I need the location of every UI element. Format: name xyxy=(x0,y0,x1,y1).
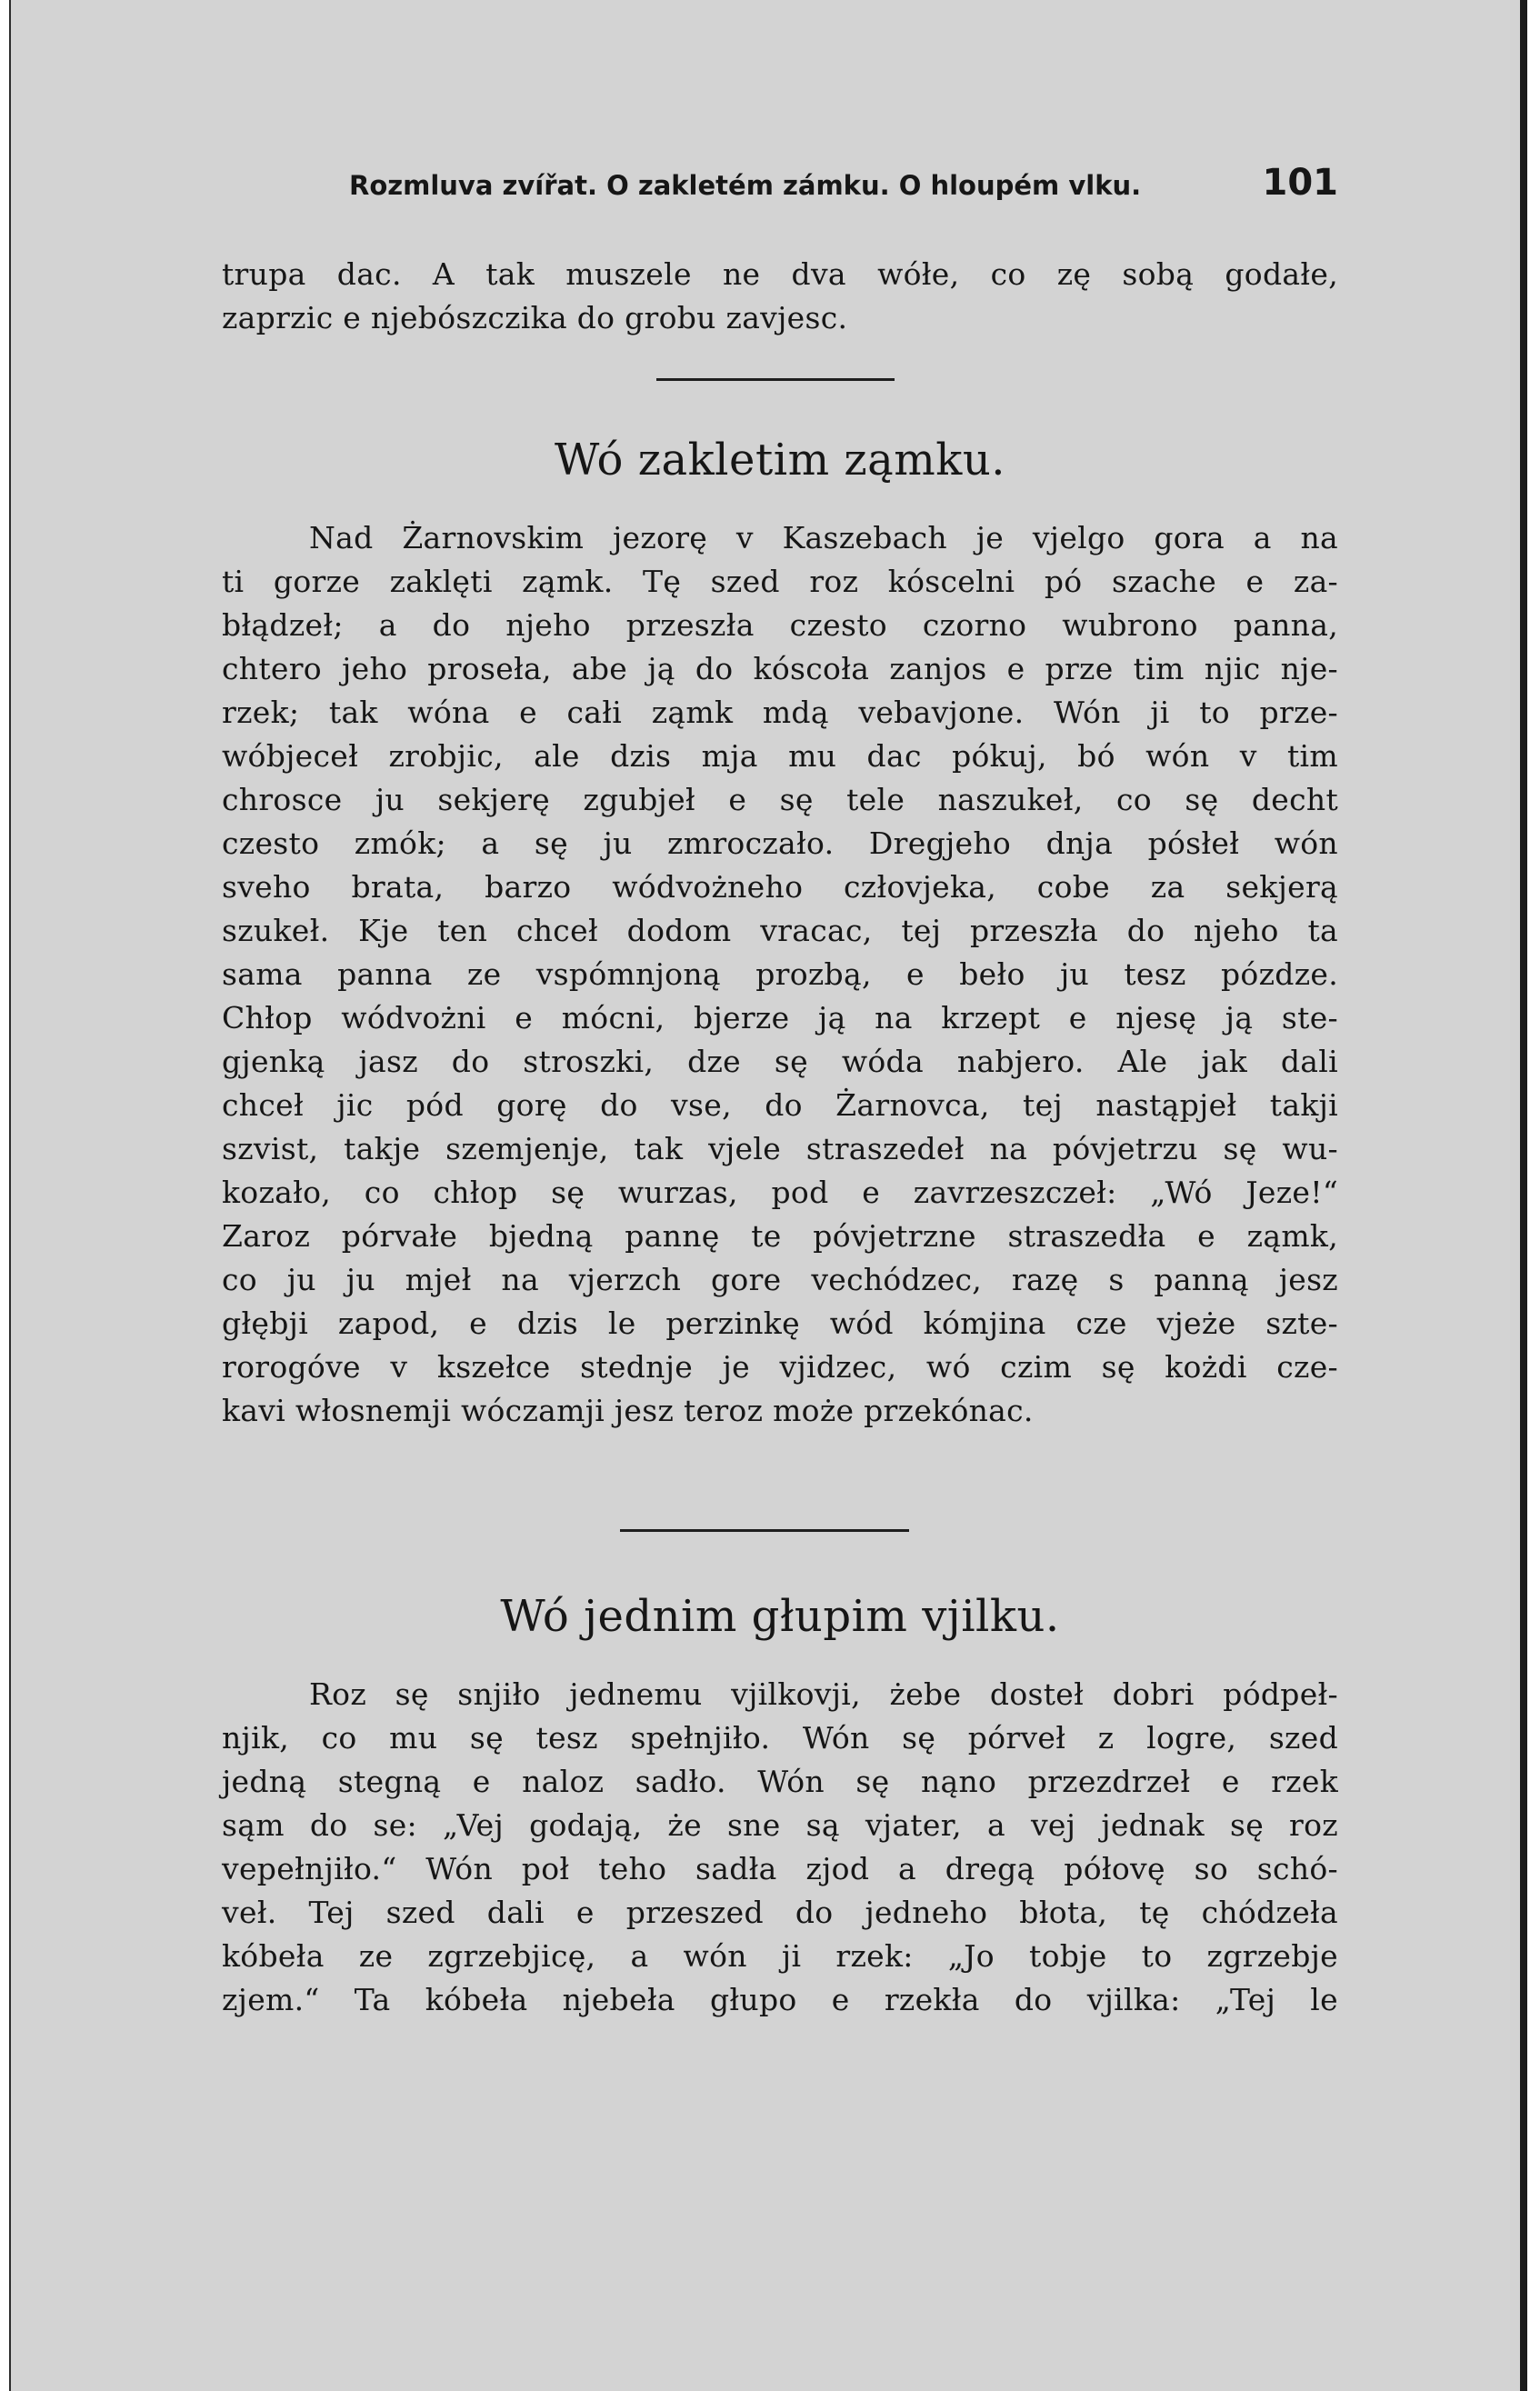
text-line: Nad Żarnovskim jezorę v Kaszebach je vjelgo gora a na xyxy=(309,520,1338,555)
text-line: czesto zmók; a sę ju zmroczało. Dregjeho dnja pósłeł wón xyxy=(222,825,1338,861)
text-line: co ju ju mjeł na vjerzch gore vechódzec, razę s panną jesz xyxy=(222,1262,1338,1297)
section-heading-castle: Wó zakletim ząmku. xyxy=(554,435,1006,485)
text-line: głębji zapod, e dzis le perzinkę wód kómjina cze vjeże szte- xyxy=(222,1306,1338,1341)
section-continuation xyxy=(222,253,1338,340)
section-heading-wolf: Wó jednim głupim vjilku. xyxy=(500,1591,1060,1642)
text-line: wóbjeceł zrobjic, ale dzis mja mu dac pókuj, bó wón v tim xyxy=(222,738,1338,774)
section-body-castle xyxy=(222,516,1338,1433)
book-page xyxy=(9,0,1527,2391)
text-line: Chłop wódvożni e mócni, bjerze ją na krzept e njesę ją ste- xyxy=(222,1000,1338,1035)
section-divider xyxy=(620,1529,909,1532)
text-line: chtero jeho proseła, abe ją do kóscoła zanjos e prze tim njic nje- xyxy=(222,651,1338,686)
text-line: sveho brata, barzo wódvożneho człovjeka, cobe za sekjerą xyxy=(222,869,1338,905)
text-line: veł. Tej szed dali e przeszed do jedneho błota, tę chódzeła xyxy=(222,1895,1338,1930)
section-body-wolf xyxy=(222,1673,1338,2022)
text-line: kóbeła ze zgrzebjicę, a wón ji rzek: „Jo tobje to zgrzebje xyxy=(222,1938,1338,1974)
section-divider xyxy=(656,378,895,381)
text-line: Roz sę snjiło jednemu vjilkovji, żebe dosteł dobri pódpeł- xyxy=(309,1676,1338,1712)
page-number: 101 xyxy=(1262,162,1338,204)
text-line: rzek; tak wóna e całi ząmk mdą vebavjone. Wón ji to prze- xyxy=(222,695,1338,730)
text-line: zjem.“ Ta kóbeła njebeła głupo e rzekła do vjilka: „Tej le xyxy=(222,1982,1338,2017)
text-line: sąm do se: „Vej godają, że sne są vjater, a vej jednak sę roz xyxy=(222,1807,1338,1843)
text-line: Zaroz pórvałe bjedną pannę te póvjetrzne straszedła e ząmk, xyxy=(222,1218,1338,1254)
text-line: szukeł. Kje ten chceł dodom vracac, tej przeszła do njeho ta xyxy=(222,913,1338,948)
text-line: ti gorze zaklęti ząmk. Tę szed roz kóscelni pó szache e za- xyxy=(222,564,1338,599)
text-line: sama panna ze vspómnjoną prozbą, e beło ju tesz pózdze. xyxy=(222,956,1338,992)
text-line: kozało, co chłop sę wurzas, pod e zavrzeszczeł: „Wó Jeze!“ xyxy=(222,1175,1338,1210)
text-line: vepełnjiło.“ Wón poł teho sadła zjod a dregą półovę so schó- xyxy=(222,1851,1338,1886)
text-line: szvist, takje szemjenje, tak vjele straszedeł na póvjetrzu sę wu- xyxy=(222,1131,1338,1166)
text-line: trupa dac. A tak muszele ne dva wółe, co zę sobą godałe, xyxy=(222,256,1338,292)
running-title: Rozmluva zvířat. O zakletém zámku. O hloupém vlku. xyxy=(349,170,1142,201)
text-line: gjenką jasz do stroszki, dze sę wóda nabjero. Ale jak dali xyxy=(222,1044,1338,1079)
running-head xyxy=(349,162,1338,216)
text-line: kavi włosnemji wóczamji jesz teroz może przekónac. xyxy=(222,1393,1034,1428)
text-line: njik, co mu sę tesz spełnjiło. Wón sę pórveł z logre, szed xyxy=(222,1720,1338,1756)
text-line: zaprzic e njebószczika do grobu zavjesc. xyxy=(222,300,848,335)
text-line: błądzeł; a do njeho przeszła czesto czorno wubrono panna, xyxy=(222,607,1338,643)
text-line: chrosce ju sekjerę zgubjeł e sę tele naszukeł, co sę decht xyxy=(222,782,1338,817)
text-line: jedną stegną e naloz sadło. Wón sę nąno przezdrzeł e rzek xyxy=(222,1764,1338,1799)
text-line: chceł jic pód gorę do vse, do Żarnovca, tej nastąpjeł takji xyxy=(222,1087,1338,1123)
text-line: rorogóve v kszełce stednje je vjidzec, wó czim sę kożdi cze- xyxy=(222,1349,1338,1385)
